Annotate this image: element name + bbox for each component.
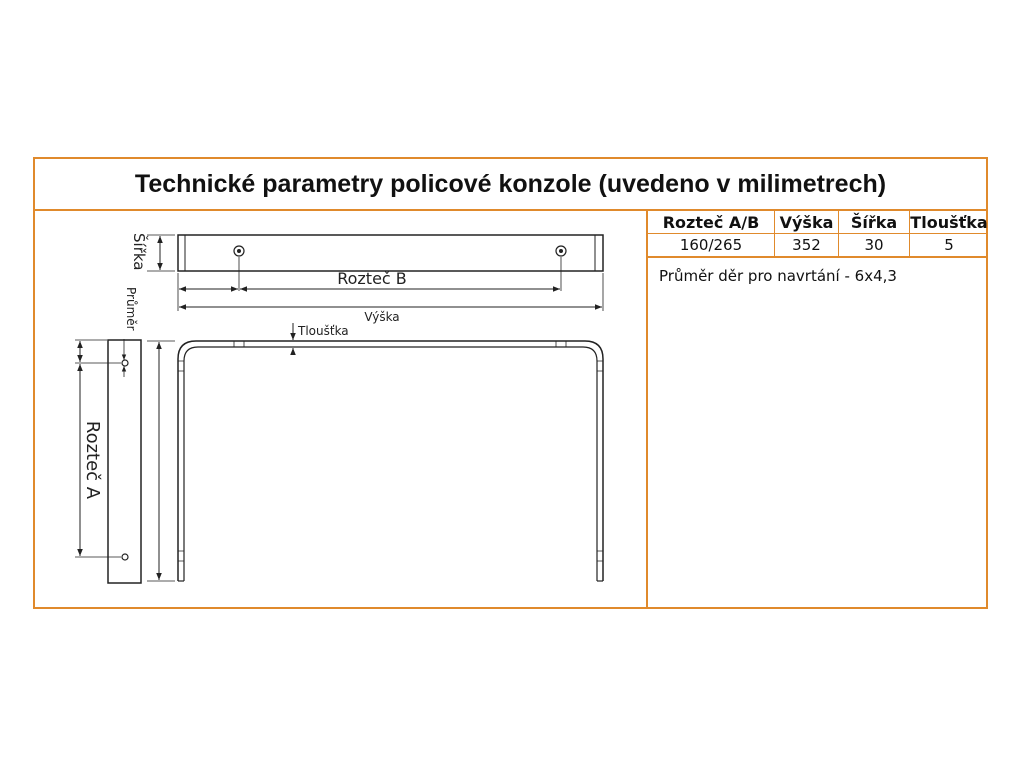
value-sirka: 30: [839, 234, 910, 258]
prumer-label: Průměr: [124, 287, 138, 331]
side-view: [75, 287, 141, 583]
bracket-inner-outline: [184, 347, 597, 581]
hole-diameter-note: Průměr děr pro navrtání - 6x4,3: [659, 267, 897, 285]
top-view-outline: [178, 235, 603, 271]
spec-table-header-row: [648, 211, 988, 234]
technical-drawing-panel: [35, 211, 648, 609]
tloustka-label: Tloušťka: [298, 324, 349, 338]
value-roztec: 160/265: [648, 234, 775, 258]
hole-marker: [597, 551, 603, 561]
hole-marker: [178, 551, 184, 561]
bracket-drawing: [35, 211, 646, 609]
header-tloustka: Tloušťka: [910, 212, 988, 232]
value-vyska: 352: [775, 234, 839, 258]
roztec-b-label: Rozteč B: [337, 269, 407, 288]
title-row: [35, 159, 986, 211]
sirka-label: Šířka: [130, 233, 148, 271]
page-title: Technické parametry policové konzole (uvedeno v milimetrech): [134, 169, 887, 198]
vyska-label: Výška: [364, 310, 400, 324]
side-view-outline: [108, 340, 141, 583]
bracket-outer-outline: [178, 341, 603, 581]
hole-left-center: [237, 249, 241, 253]
spec-sheet-frame: [33, 157, 988, 609]
header-roztec: Rozteč A/B: [648, 211, 775, 234]
header-sirka: Šířka: [839, 211, 910, 234]
hole-marker: [234, 341, 244, 347]
hole-marker: [597, 361, 603, 371]
hole-marker: [556, 341, 566, 347]
header-vyska: Výška: [775, 211, 839, 234]
value-tloustka: 5: [910, 234, 989, 258]
front-view: [147, 323, 603, 581]
side-hole-top: [122, 360, 128, 366]
side-hole-bottom: [122, 554, 128, 560]
roztec-a-label: Rozteč A: [82, 420, 103, 500]
spec-table: [648, 211, 988, 258]
hole-right-center: [559, 249, 563, 253]
specs-panel: [648, 211, 988, 609]
spec-table-value-row: [648, 234, 988, 258]
top-view: [130, 233, 603, 324]
hole-marker: [178, 361, 184, 371]
